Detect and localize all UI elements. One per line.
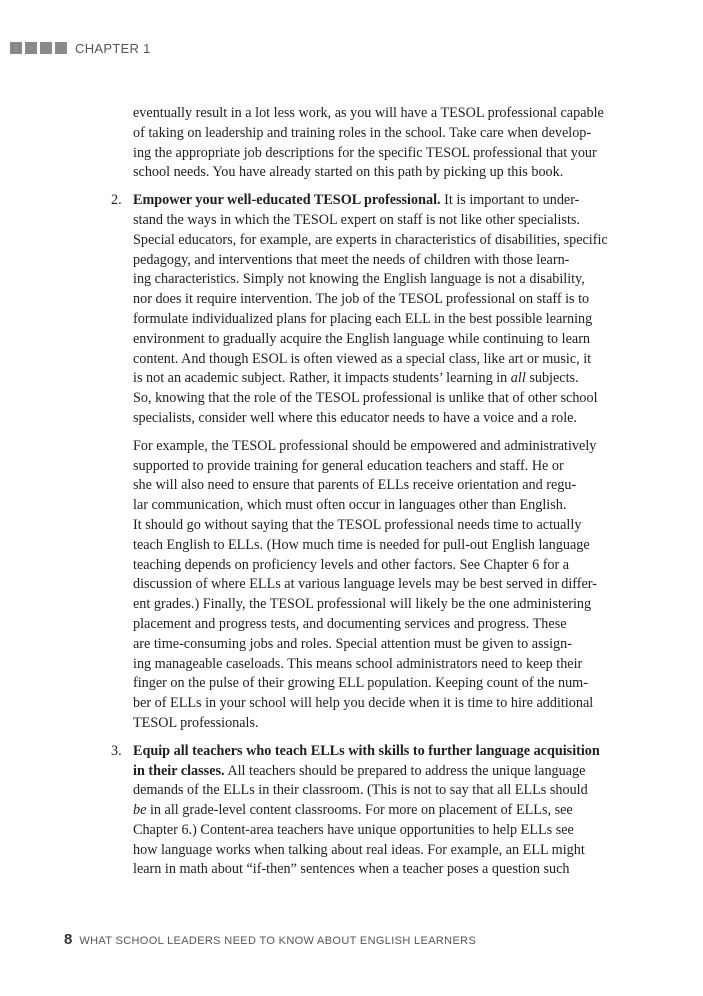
text-run: It is important to under- [440,192,580,209]
text-run: is not an academic subject. Rather, it impacts students’ learning in [133,370,511,387]
item-heading: Empower your well-educated TESOL professional. [133,192,441,209]
text-line: TESOL professionals. [133,714,259,731]
running-title: WHAT SCHOOL LEADERS NEED TO KNOW ABOUT ENGLISH LEARNERS [79,935,477,947]
text-line: learn in math about “if-then” sentences when a teacher poses a question such [133,861,570,878]
text-line: teach English to ELLs. (How much time is needed for pull-out English language [133,536,590,553]
text-line: ing manageable caseloads. This means school administrators need to keep their [133,655,583,672]
item-1-continuation [133,104,626,183]
chapter-header [10,38,151,58]
text-line: ing the appropriate job descriptions for the specific TESOL professional that your [133,144,597,161]
item-2-paragraph-2 [133,437,626,734]
text-line: nor does it require intervention. The job of the TESOL professional on staff is to [133,291,590,308]
header-square-decoration [40,42,52,54]
text-line [133,801,626,821]
text-line: content. And though ESOL is often viewed as a special class, like art or music, it [133,350,592,367]
text-line: formulate individualized plans for placing each ELL in the best possible learning [133,310,593,327]
text-line: For example, the TESOL professional should be empowered and administratively [133,437,597,454]
text-run: in all grade-level content classrooms. For more on placement of ELLs, see [146,802,573,819]
text-line: finger on the pulse of their growing ELL population. Keeping count of the num- [133,675,588,692]
header-square-decoration [55,42,67,54]
text-line [133,742,626,762]
text-line: ing characteristics. Simply not knowing the English language is not a disability, [133,271,585,288]
text-run: subjects. [525,370,579,387]
header-square-decoration [25,42,37,54]
text-line: pedagogy, and interventions that meet the needs of children with those learn- [133,251,570,268]
text-line: school needs. You have already started on this path by picking up this book. [133,164,564,181]
list-number: 2. [111,192,122,209]
item-heading: in their classes. [133,762,225,779]
text-line: she will also need to ensure that parents of ELLs receive orientation and regu- [133,477,577,494]
text-line: So, knowing that the role of the TESOL professional is unlike that of other school [133,390,598,407]
text-line [133,369,626,389]
text-line: of taking on leadership and training roles in the school. Take care when develop- [133,124,592,141]
page-number: 8 [64,931,73,948]
text-line: Special educators, for example, are experts in characteristics of disabilities, specific [133,231,608,248]
text-line: ber of ELLs in your school will help you decide when it is time to hire additional [133,695,594,712]
text-line: discussion of where ELLs at various language levels may be best served in differ- [133,576,597,593]
text-line: are time-consuming jobs and roles. Special attention must be given to assign- [133,635,572,652]
text-line [133,762,626,782]
list-number: 3. [111,742,122,759]
text-line [133,191,626,211]
text-line: how language works when talking about real ideas. For example, an ELL might [133,841,585,858]
text-line: specialists, consider well where this educator needs to have a voice and a role. [133,409,577,426]
text-line: It should go without saying that the TESOL professional needs time to actually [133,516,582,533]
text-line: lar communication, which must often occur in languages other than English. [133,497,567,514]
page-body [111,104,626,880]
page-footer [64,931,476,951]
text-line: stand the ways in which the TESOL expert on staff is not like other specialists. [133,211,580,228]
chapter-label: CHAPTER 1 [75,40,151,56]
item-heading: Equip all teachers who teach ELLs with skills to further language acquisition [133,742,600,759]
text-line: Chapter 6.) Content-area teachers have unique opportunities to help ELLs see [133,821,574,838]
header-square-decoration [10,42,22,54]
text-run: All teachers should be prepared to address the unique language [224,762,586,779]
list-item-3 [111,742,626,881]
text-line: demands of the ELLs in their classroom. (This is not to say that all ELLs should [133,782,588,799]
list-item-2 [111,191,626,734]
text-line: teaching depends on proficiency levels and other factors. See Chapter 6 for a [133,556,570,573]
text-line: eventually result in a lot less work, as you will have a TESOL professional capable [133,105,604,121]
text-line: environment to gradually acquire the English language while continuing to learn [133,330,591,347]
italic-emphasis: be [133,802,147,819]
italic-emphasis: all [510,370,526,387]
text-line: ent grades.) Finally, the TESOL professional will likely be the one administering [133,596,592,613]
text-line: placement and progress tests, and documenting services and progress. These [133,615,567,632]
text-line: supported to provide training for general education teachers and staff. He or [133,457,564,474]
